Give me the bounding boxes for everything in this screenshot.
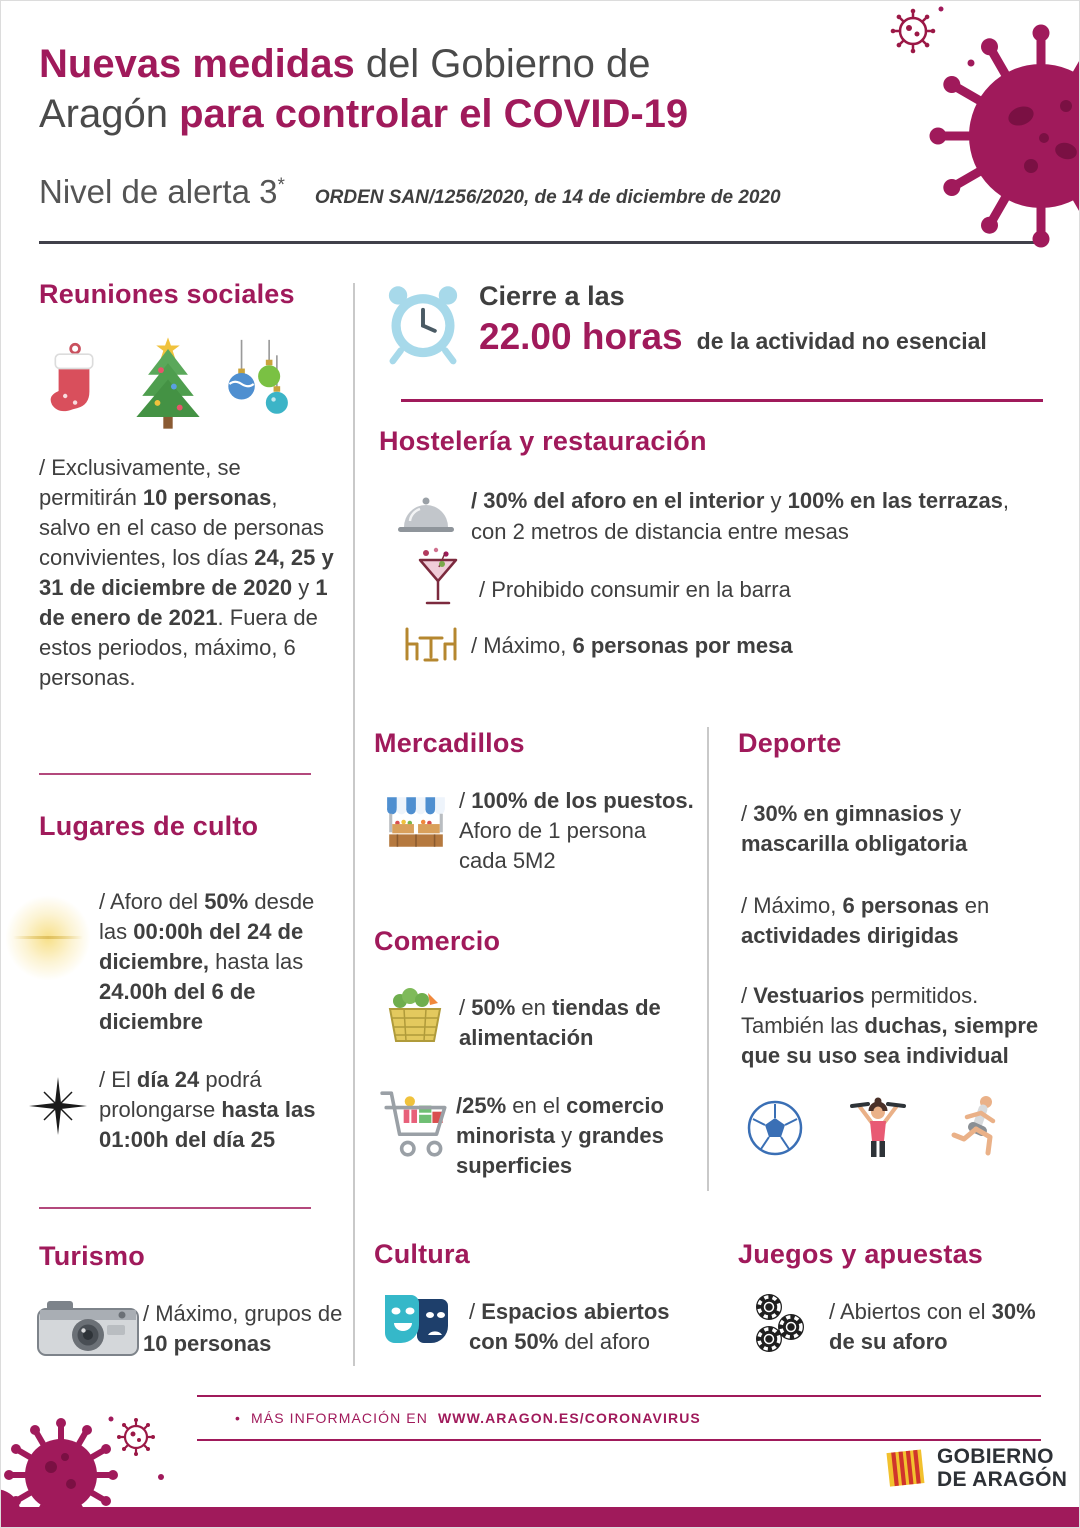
christmas-stocking-icon (41, 339, 107, 431)
poker-chips-icon (747, 1291, 813, 1355)
comercio-item-1: / 50% en tiendas de alimentación (459, 995, 661, 1050)
virus-icon (881, 1, 1080, 291)
market-stall-icon (383, 791, 449, 853)
deporte-item-2: / Máximo, 6 personas en actividades dirigidas (741, 893, 990, 948)
alert-asterisk: * (277, 175, 285, 196)
deporte-item-3: / Vestuarios permitidos. También las duchas, siempre que su uso sea individual (741, 983, 1039, 1068)
logo-text (937, 1445, 1067, 1491)
section-title-juegos: Juegos y apuestas (738, 1239, 984, 1269)
runner-icon (946, 1093, 1004, 1163)
bottom-bar (1, 1507, 1079, 1527)
column-divider (353, 283, 355, 1366)
alert-level: Nivel de alerta 3* (39, 173, 285, 210)
gobierno-aragon-logo (885, 1445, 1067, 1491)
closure-divider (401, 399, 1043, 402)
section-title-reuniones: Reuniones sociales (39, 279, 295, 309)
page-title-line1: Nuevas medidas del Gobierno de (39, 42, 651, 86)
logo-line1: GOBIERNO (937, 1445, 1054, 1468)
closure-intro: Cierre a las (479, 281, 625, 311)
section-title-cultura: Cultura (374, 1239, 470, 1269)
mercadillos-body: / 100% de los puestos. Aforo de 1 persona cada 5M2 (459, 788, 694, 873)
section-divider (39, 773, 311, 775)
theater-masks-icon (381, 1289, 457, 1359)
aragon-flag-icon (885, 1447, 927, 1489)
info-bullet: • (235, 1410, 242, 1426)
culto-item-2: / El día 24 podrá prolongarse hasta las 01:00h del día 25 (99, 1067, 316, 1152)
section-title-mercadillos: Mercadillos (374, 728, 525, 758)
section-title-turismo: Turismo (39, 1241, 145, 1271)
section-title-hosteleria: Hostelería y restauración (379, 426, 707, 456)
ornaments-icon (225, 337, 289, 431)
alarm-clock-icon (381, 281, 465, 365)
turismo-body: / Máximo, grupos de 10 personas (143, 1301, 343, 1356)
coronavirus-url[interactable]: WWW.ARAGON.ES/CORONAVIRUS (437, 1410, 701, 1426)
section-divider (39, 1207, 311, 1209)
alert-level-row (39, 173, 781, 211)
section-title-deporte: Deporte (738, 728, 842, 758)
footer-info-bar (197, 1395, 1041, 1441)
juegos-body: / Abiertos con el 30% de su aforo (829, 1299, 1036, 1354)
closure-time: 22.00 horas (479, 316, 683, 357)
shopping-cart-icon (379, 1085, 453, 1163)
page-title-line2: Aragón para controlar el COVID-19 (39, 92, 689, 136)
comercio-item-2: /25% en el comercio minorista y grandes superficies (456, 1093, 664, 1178)
sparkle-star-icon (29, 1077, 87, 1135)
table-chairs-icon (399, 623, 463, 667)
closure-line2 (479, 316, 987, 358)
reuniones-body: / Exclusivamente, se permitirán 10 personas, salvo en el caso de personas convivientes, los días 24, 25 y 31 de diciembre de 2020 y 1 de enero de 2021. Fuera de estos periodos, máximo, 6 personas. (39, 455, 334, 690)
info-label: MÁS INFORMACIÓN EN (251, 1410, 428, 1426)
hosteleria-item-3: / Máximo, 6 personas por mesa (471, 633, 793, 658)
hosteleria-item-1: / 30% del aforo en el interior y 100% en las terrazas, con 2 metros de distancia entre mesas (471, 488, 1010, 544)
closure-scope: de la actividad no esencial (696, 328, 987, 354)
closure-block (479, 281, 987, 358)
virus-icon (1, 1407, 231, 1522)
cultura-body: / Espacios abiertos con 50% del aforo (469, 1299, 670, 1354)
hosteleria-item-2: / Prohibido consumir en la barra (479, 577, 791, 602)
camera-icon (37, 1295, 139, 1359)
section-title-comercio: Comercio (374, 926, 501, 956)
weightlifter-icon (846, 1091, 910, 1161)
logo-line2: DE ARAGÓN (937, 1468, 1068, 1491)
cloche-icon (397, 491, 455, 537)
christmas-tree-icon (129, 335, 207, 431)
section-title-culto: Lugares de culto (39, 811, 259, 841)
cocktail-icon (415, 547, 461, 609)
culto-item-1: / Aforo del 50% desde las 00:00h del 24 de diciembre, hasta las 24.00h del 6 de diciembre (99, 889, 315, 1034)
order-reference: ORDEN SAN/1256/2020, de 14 de diciembre de 2020 (314, 187, 781, 208)
football-icon (746, 1099, 804, 1157)
candle-glow-icon (5, 895, 91, 981)
page-title (39, 39, 899, 139)
deporte-item-1: / 30% en gimnasios y mascarilla obligatoria (741, 801, 968, 856)
grocery-basket-icon (384, 987, 446, 1047)
